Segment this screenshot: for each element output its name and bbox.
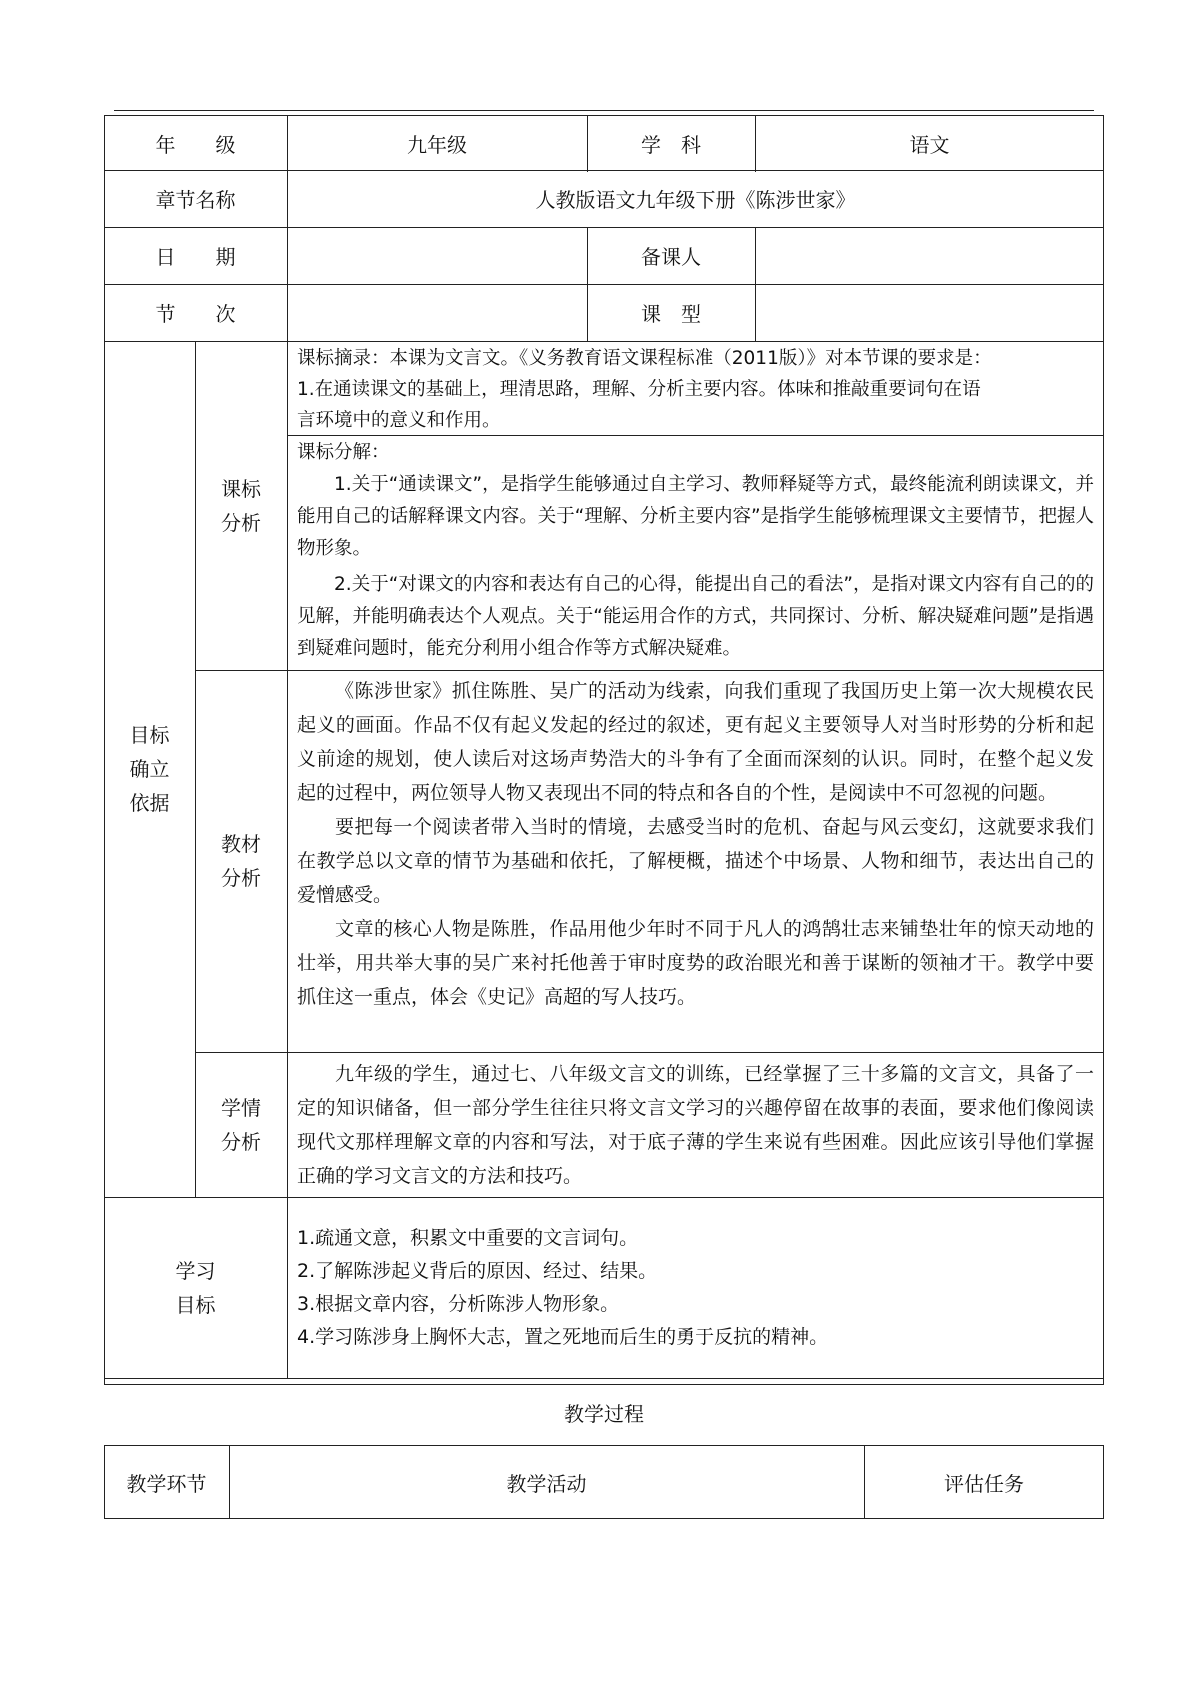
lesson-type-label: 课 型 xyxy=(641,302,701,326)
textbook-analysis-label-line: 分析 xyxy=(221,866,261,890)
row-divider xyxy=(195,1052,1104,1053)
standard-breakdown-title: 课标分解： xyxy=(297,442,390,463)
standard-analysis-label-line: 分析 xyxy=(221,510,261,535)
objective-item: 1.疏通文意，积累文中重要的文言词句。 xyxy=(297,1227,639,1249)
basis-label xyxy=(104,341,195,1197)
date-label: 日 期 xyxy=(155,245,236,269)
activity-column-header: 教学活动 xyxy=(506,1471,587,1496)
student-analysis-label-line: 学情 xyxy=(221,1095,261,1120)
basis-label-line: 目标 xyxy=(129,723,170,747)
textbook-paragraph: 文章的核心人物是陈胜，作品用他少年时不同于凡人的鸿鹄壮志来铺垫壮年的惊天动地的壮举，用共举大事的吴广来衬托他善于审时度势的政治眼光和善于谋断的领袖才干。教学中要抓住这一重点，体会《史记》高超的写人技巧。 xyxy=(297,918,1094,1008)
grade-value: 九年级 xyxy=(407,133,467,157)
objective-item: 3.根据文章内容，分析陈涉人物形象。 xyxy=(297,1293,620,1315)
textbook-analysis-text xyxy=(297,674,1094,1014)
student-analysis-text xyxy=(297,1057,1094,1193)
session-value xyxy=(287,284,587,341)
lesson-type-value xyxy=(755,284,1104,341)
objectives-label-line: 学习 xyxy=(175,1258,216,1283)
basis-label-line: 确立 xyxy=(129,757,170,781)
textbook-paragraph: 要把每一个阅读者带入当时的情境，去感受当时的危机、奋起与风云变幻，这就要求我们在教学总以文章的情节为基础和依托，了解梗概，描述个中场景、人物和细节，表达出自己的爱憎感受。 xyxy=(297,816,1094,906)
assessment-column-header: 评估任务 xyxy=(944,1471,1024,1496)
subject-value: 语文 xyxy=(909,133,950,157)
objectives-label-line: 目标 xyxy=(175,1292,216,1317)
student-analysis-label-line: 分析 xyxy=(221,1129,261,1154)
standard-analysis-label-line: 课标 xyxy=(221,476,261,501)
student-analysis-label xyxy=(195,1052,287,1197)
header-rule xyxy=(114,110,1094,111)
standard-analysis-label xyxy=(195,341,287,670)
objectives-label xyxy=(104,1197,287,1378)
stage-column-header: 教学环节 xyxy=(126,1471,207,1496)
session-label: 节 次 xyxy=(155,302,236,326)
process-title: 教学过程 xyxy=(564,1401,644,1426)
preparer-value xyxy=(755,227,1104,284)
textbook-analysis-label xyxy=(195,670,287,1052)
standard-excerpt-line: 1.在通读课文的基础上，理清思路，理解、分析主要内容。体味和推敲重要词句在语 xyxy=(297,379,981,400)
date-value xyxy=(287,227,587,284)
objective-item: 2.了解陈涉起义背后的原因、经过、结果。 xyxy=(297,1260,658,1282)
standard-breakdown xyxy=(297,437,1094,665)
standard-excerpt xyxy=(297,343,1094,436)
standard-breakdown-paragraph: 1.关于“通读课文”，是指学生能够通过自主学习、教师释疑等方式，最终能流利朗读课文，并能用自己的话解释课文内容。关于“理解、分析主要内容”是指学生能够梳理课文主要情节，把握人物形象。 xyxy=(297,474,1094,559)
chapter-value: 人教版语文九年级下册《陈涉世家》 xyxy=(535,188,856,212)
preparer-label: 备课人 xyxy=(641,245,701,269)
standard-excerpt-line: 言环境中的意义和作用。 xyxy=(297,410,501,431)
standard-breakdown-paragraph: 2.关于“对课文的内容和表达有自己的心得，能提出自己的看法”，是指对课文内容有自己的的见解，并能明确表达个人观点。关于“能运用合作的方式，共同探讨、分析、解决疑难问题”是指遇到疑难问题时，能充分利用小组合作等方式解决疑难。 xyxy=(297,574,1094,659)
column-divider xyxy=(287,341,288,1378)
textbook-paragraph: 《陈涉世家》抓住陈胜、吴广的活动为线索，向我们重现了我国历史上第一次大规模农民起义的画面。作品不仅有起义发起的经过的叙述，更有起义主要领导人对当时形势的分析和起义前途的规划，使人读后对这场声势浩大的斗争有了全面而深刻的认识。同时，在整个起义发起的过程中，两位领导人物又表现出不同的特点和各自的个性，是阅读中不可忽视的问题。 xyxy=(297,680,1094,804)
subject-label: 学 科 xyxy=(641,133,701,157)
grade-label: 年 级 xyxy=(155,133,236,157)
textbook-analysis-label-line: 教材 xyxy=(221,832,261,856)
student-paragraph: 九年级的学生，通过七、八年级文言文的训练，已经掌握了三十多篇的文言文，具备了一定的知识储备，但一部分学生往往只将文言文学习的兴趣停留在故事的表面，要求他们像阅读现代文那样理解文章的内容和写法，对于底子薄的学生来说有些困难。因此应该引导他们掌握正确的学习文言文的方法和技巧。 xyxy=(297,1063,1094,1187)
basis-label-line: 依据 xyxy=(129,791,170,815)
row-divider xyxy=(195,670,1104,671)
standard-excerpt-line: 课标摘录：本课为文言文。《义务教育语文课程标准（2011版）》对本节课的要求是： xyxy=(297,348,992,369)
objective-item: 4.学习陈涉身上胸怀大志，置之死地而后生的勇于反抗的精神。 xyxy=(297,1326,829,1348)
objectives-list xyxy=(297,1222,1094,1354)
chapter-label: 章节名称 xyxy=(155,188,236,212)
